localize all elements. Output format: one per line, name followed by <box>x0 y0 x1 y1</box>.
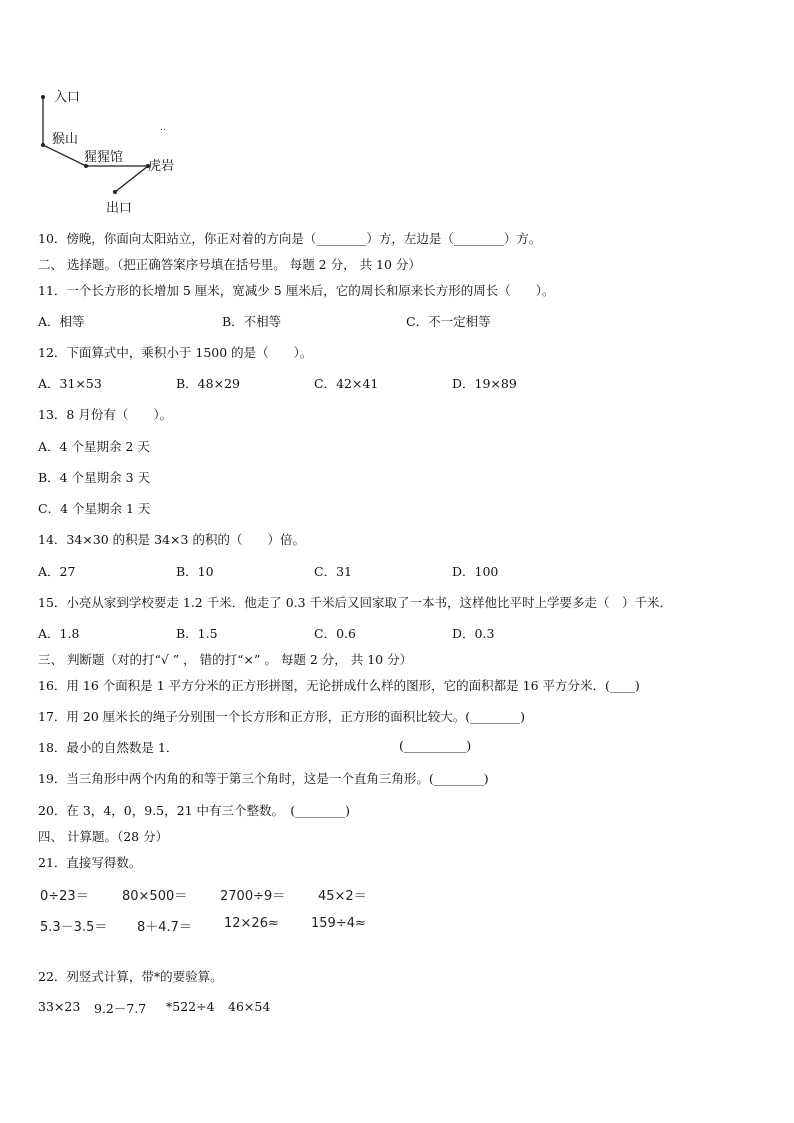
question-12: 12．下面算式中，乘积小于 1500 的是（ ）。 <box>38 345 313 360</box>
question-10: 10．傍晚，你面向太阳站立，你正对着的方向是（________）方，左边是（________）方。 <box>38 231 542 246</box>
map-label-gorilla-house: 猩猩馆 <box>84 150 124 165</box>
calc-1: 0÷23＝ <box>40 889 89 904</box>
q12-option-c: C．42×41 <box>314 376 379 391</box>
calc-4: 45×2＝ <box>318 889 367 904</box>
q11-option-b: B．不相等 <box>222 314 282 329</box>
map-speck: .. <box>160 123 166 133</box>
question-13: 13．8 月份有（ ）。 <box>38 407 173 422</box>
calc-5: 5.3－3.5＝ <box>40 920 108 935</box>
calc-6: 8＋4.7＝ <box>137 920 192 935</box>
q15-option-d: D．0.3 <box>452 626 495 641</box>
vertical-calc-1: 33×23 <box>38 999 81 1014</box>
question-11: 11．一个长方形的长增加 5 厘米，宽减少 5 厘米后，它的周长和原来长方形的周长（ ）。 <box>38 283 555 298</box>
section-3-heading: 三、 判断题（对的打“√ ” ， 错的打“×” 。 每题 2 分， 共 10 分） <box>38 652 413 667</box>
vertical-calc-2: 9.2－7.7 <box>94 1001 147 1016</box>
question-19: 19．当三角形中两个内角的和等于第三个角时，这是一个直角三角形。(________) <box>38 771 489 786</box>
q11-option-a: A．相等 <box>38 314 85 329</box>
map-label-tiger-rock: 虎岩 <box>148 159 175 174</box>
q15-option-a: A．1.8 <box>38 626 80 641</box>
q14-option-c: C．31 <box>314 564 352 579</box>
question-18-blank: (__________) <box>399 738 472 753</box>
question-15: 15．小亮从家到学校要走 1.2 千米．他走了 0.3 千米后又回家取了一本书，这样他比平时上学要多走（ ）千米． <box>38 595 673 610</box>
q12-option-a: A．31×53 <box>38 376 102 391</box>
q11-option-c: C．不一定相等 <box>406 314 491 329</box>
q13-option-b: B．4 个星期余 3 天 <box>38 470 151 485</box>
q14-option-a: A．27 <box>38 564 76 579</box>
question-22: 22．列竖式计算，带*的要验算。 <box>38 969 223 984</box>
vertical-calc-4: 46×54 <box>228 999 271 1014</box>
q14-option-b: B．10 <box>176 564 214 579</box>
q13-option-a: A．4 个星期余 2 天 <box>38 439 150 454</box>
monkey-hill-dot <box>41 143 45 147</box>
q13-option-c: C．4 个星期余 1 天 <box>38 501 151 516</box>
question-17: 17．用 20 厘米长的绳子分别围一个长方形和正方形，正方形的面积比较大。(________) <box>38 709 526 724</box>
question-14: 14．34×30 的积是 34×3 的积的（ ）倍。 <box>38 532 305 547</box>
entrance-dot <box>41 95 45 99</box>
question-18: 18．最小的自然数是 1． <box>38 740 179 755</box>
calc-2: 80×500＝ <box>122 889 188 904</box>
q15-option-c: C．0.6 <box>314 626 356 641</box>
q15-option-b: B．1.5 <box>176 626 218 641</box>
section-4-heading: 四、 计算题。（28 分） <box>38 829 169 844</box>
exit-dot <box>113 190 117 194</box>
calc-7: 12×26≈ <box>224 916 279 931</box>
question-20: 20．在 3，4，0，9.5，21 中有三个整数。 (________) <box>38 803 351 818</box>
map-label-exit: 出口 <box>106 201 133 216</box>
question-16: 16．用 16 个面积是 1 平方分米的正方形拼图，无论拼成什么样的图形，它的面积都是 16 平方分米．(____) <box>38 678 640 693</box>
q12-option-d: D．19×89 <box>452 376 517 391</box>
question-21: 21．直接写得数。 <box>38 855 142 870</box>
q14-option-d: D．100 <box>452 564 499 579</box>
section-2-heading: 二、 选择题。（把正确答案序号填在括号里。 每题 2 分， 共 10 分） <box>38 257 421 272</box>
map-label-monkey-hill: 猴山 <box>52 132 79 147</box>
q12-option-b: B．48×29 <box>176 376 240 391</box>
vertical-calc-3: *522÷4 <box>166 999 215 1014</box>
calc-3: 2700÷9＝ <box>220 889 286 904</box>
calc-8: 159÷4≈ <box>311 916 366 931</box>
map-label-entrance: 入口 <box>54 90 81 105</box>
